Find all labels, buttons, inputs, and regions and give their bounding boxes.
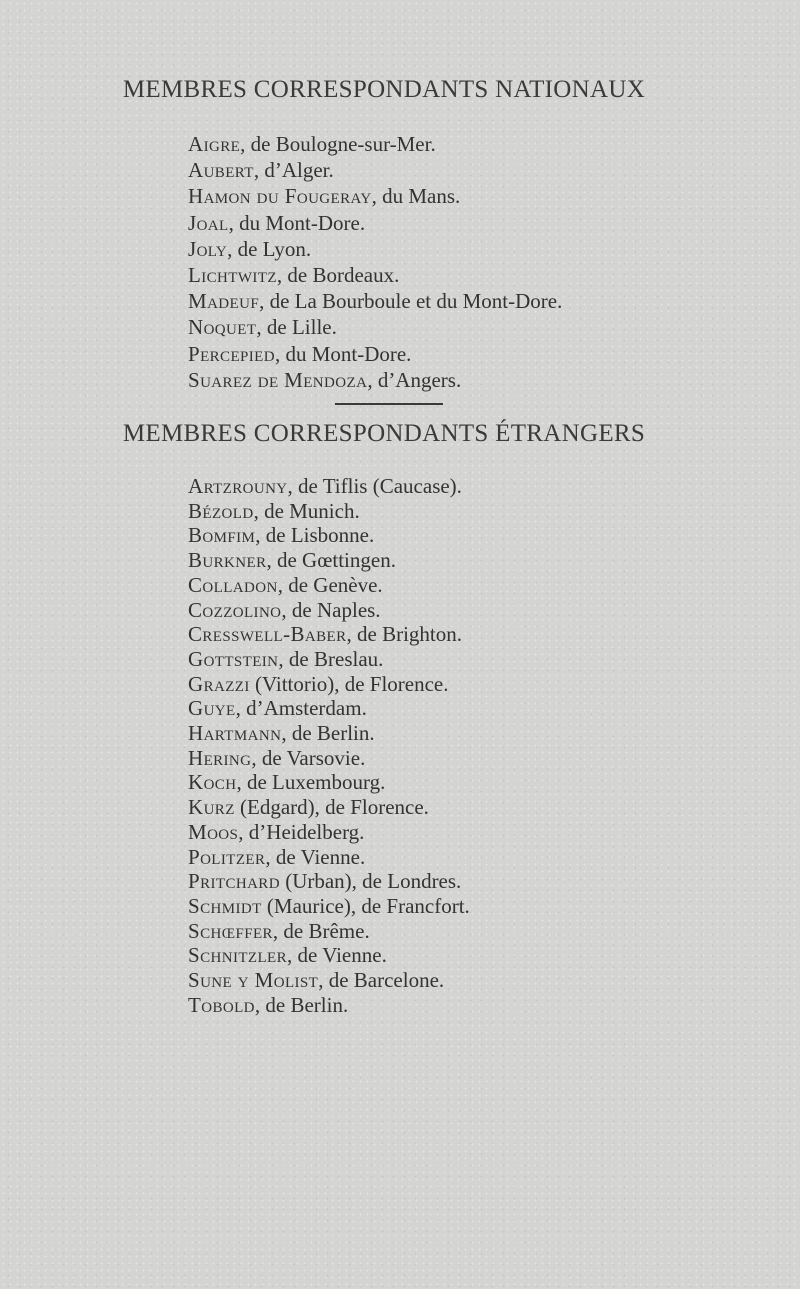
member-name: Bomfim — [188, 523, 256, 548]
list-item — [188, 721, 470, 746]
member-location: , de Vienne. — [265, 844, 366, 869]
list-item — [188, 183, 562, 209]
list-item — [188, 672, 470, 697]
member-location: , de La Bourboule et du Mont-Dore. — [259, 289, 563, 314]
member-location: , de Munich. — [253, 498, 360, 523]
list-item — [188, 795, 470, 820]
list-item — [188, 943, 470, 968]
section-title-etrangers: MEMBRES CORRESPONDANTS ÉTRANGERS — [122, 420, 646, 447]
list-item — [188, 647, 470, 672]
member-name: Kurz — [188, 795, 235, 820]
member-name: Aigre — [188, 132, 241, 156]
member-name: Grazzi — [188, 671, 250, 696]
list-item — [188, 993, 470, 1018]
list-item — [188, 157, 562, 183]
member-name: Hamon du Fougeray — [188, 184, 372, 209]
list-item — [188, 770, 470, 795]
member-location: , de Bordeaux. — [276, 263, 400, 288]
member-location: , de Varsovie. — [251, 745, 366, 770]
member-name: Madeuf — [188, 289, 260, 314]
member-location: , de Lille. — [256, 315, 337, 340]
list-item — [188, 210, 562, 236]
member-location: , de Lyon. — [227, 236, 312, 261]
list-item — [188, 894, 470, 919]
section-title-nationaux: MEMBRES CORRESPONDANTS NATIONAUX — [122, 76, 646, 103]
list-item — [188, 548, 470, 573]
list-item — [188, 236, 562, 262]
member-name: Percepied — [188, 341, 275, 366]
member-name: Moos — [188, 819, 239, 844]
member-location: , d’Alger. — [253, 158, 334, 183]
member-name: Gottstein — [188, 646, 279, 671]
member-location: , du Mont-Dore. — [228, 210, 366, 235]
member-name: Noquet — [188, 315, 257, 340]
member-location: , de Brighton. — [346, 622, 463, 647]
member-location: , de Berlin. — [254, 992, 349, 1017]
list-item — [188, 573, 470, 598]
list-item — [188, 820, 470, 845]
member-location: , de Vienne. — [287, 943, 387, 968]
member-location: (Maurice), de Francfort. — [261, 893, 470, 918]
member-name: Colladon — [188, 572, 278, 597]
list-item — [188, 499, 470, 524]
member-name: Burkner — [188, 548, 267, 573]
member-name: Sune y Molist — [188, 968, 319, 993]
list-item — [188, 696, 470, 721]
list-item — [188, 288, 562, 314]
member-name: Hering — [188, 745, 252, 770]
member-location: , du Mans. — [371, 184, 461, 209]
list-item — [188, 131, 562, 157]
list-item — [188, 367, 562, 393]
member-location: , de Naples. — [281, 597, 381, 622]
member-location: , du Mont-Dore. — [274, 341, 412, 366]
member-location: , de Gœttingen. — [266, 548, 396, 573]
list-item — [188, 341, 562, 367]
list-item — [188, 314, 562, 340]
member-name: Politzer — [188, 844, 266, 869]
member-name: Schnitzler — [188, 943, 287, 968]
member-location: (Urban), de Londres. — [279, 869, 462, 894]
member-name: Pritchard — [188, 869, 280, 894]
member-name: Bézold — [188, 498, 254, 523]
member-location: (Vittorio), de Florence. — [249, 671, 449, 696]
member-list-etrangers — [188, 474, 470, 1017]
member-name: Joly — [188, 236, 228, 261]
member-name: Guye — [188, 696, 236, 721]
member-location: , d’Heidelberg. — [238, 819, 365, 844]
list-item — [188, 919, 470, 944]
member-name: Tobold — [188, 992, 255, 1017]
member-name: Hartmann — [188, 721, 282, 746]
list-item — [188, 869, 470, 894]
member-location: (Edgard), de Florence. — [234, 795, 429, 820]
list-item — [188, 262, 562, 288]
member-name: Suarez de Mendoza — [188, 367, 368, 392]
member-location: , de Tiflis (Caucase). — [287, 474, 462, 498]
list-item — [188, 598, 470, 623]
list-item — [188, 746, 470, 771]
member-name: Schœffer — [188, 918, 273, 943]
member-location: , de Boulogne-sur-Mer. — [240, 132, 436, 156]
member-location: , de Genève. — [277, 572, 383, 597]
member-name: Cozzolino — [188, 597, 282, 622]
list-item — [188, 968, 470, 993]
member-name: Cresswell-Baber — [188, 622, 347, 647]
member-name: Aubert — [188, 158, 254, 183]
member-location: , de Berlin. — [281, 721, 375, 746]
section-divider — [335, 403, 443, 405]
member-name: Lichtwitz — [188, 263, 277, 288]
member-name: Artzrouny — [188, 474, 288, 498]
member-location: , de Barcelone. — [318, 968, 445, 993]
member-location: , d’Amsterdam. — [235, 696, 367, 721]
member-location: , de Brême. — [272, 918, 370, 943]
member-location: , de Luxembourg. — [236, 770, 386, 795]
list-item — [188, 523, 470, 548]
member-location: , de Breslau. — [278, 646, 384, 671]
member-list-nationaux — [188, 131, 562, 393]
member-location: , de Lisbonne. — [255, 523, 375, 548]
list-item — [188, 622, 470, 647]
member-name: Joal — [188, 210, 229, 235]
member-name: Schmidt — [188, 893, 262, 918]
list-item — [188, 845, 470, 870]
list-item — [188, 474, 470, 499]
member-location: , d’Angers. — [367, 367, 462, 392]
member-name: Koch — [188, 770, 237, 795]
